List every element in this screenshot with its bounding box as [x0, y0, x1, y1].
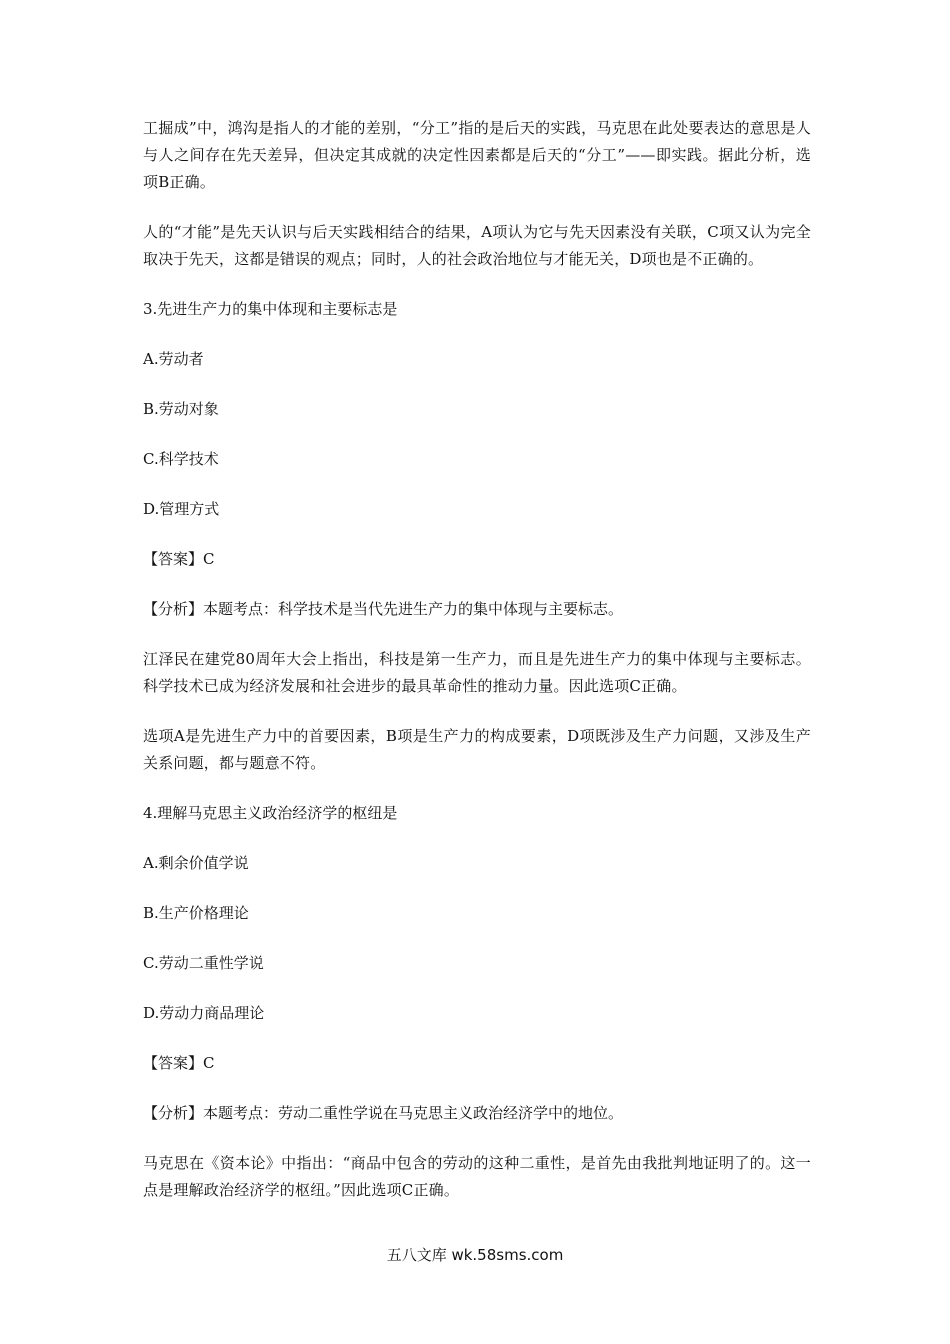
question-3-option-d: D.管理方式: [143, 500, 220, 518]
question-4-answer: 【答案】C: [143, 1054, 215, 1072]
question-3-analysis: 【分析】本题考点：科学技术是当代先进生产力的集中体现与主要标志。: [143, 600, 624, 618]
page-footer: 五八文库 wk.58sms.com: [386, 1246, 564, 1264]
continuation-paragraph: 工掘成”中，鸿沟是指人的才能的差别，“分工”指的是后天的实践，马克思在此处要表达的意思是人与人之间存在先天差异，但决定其成就的决定性因素都是后天的“分工”——即实践。据此分析，选项B正确。: [143, 119, 811, 191]
question-4-analysis: 【分析】本题考点：劳动二重性学说在马克思主义政治经济学中的地位。: [143, 1104, 624, 1122]
question-4-explanation-1: 马克思在《资本论》中指出：“商品中包含的劳动的这种二重性，是首先由我批判地证明了的。这一点是理解政治经济学的枢纽。”因此选项C正确。: [143, 1154, 811, 1199]
question-3-option-b: B.劳动对象: [143, 400, 219, 418]
document-content: [143, 115, 811, 1227]
question-4-title: 4.理解马克思主义政治经济学的枢纽是: [143, 804, 398, 822]
question-4-option-d: D.劳动力商品理论: [143, 1004, 265, 1022]
explanation-paragraph: 人的“才能”是先天认识与后天实践相结合的结果，A项认为它与先天因素没有关联，C项又认为完全取决于先天，这都是错误的观点；同时，人的社会政治地位与才能无关，D项也是不正确的。: [143, 223, 811, 268]
question-3-explanation-1: 江泽民在建党80周年大会上指出，科技是第一生产力，而且是先进生产力的集中体现与主要标志。科学技术已成为经济发展和社会进步的最具革命性的推动力量。因此选项C正确。: [143, 650, 811, 695]
question-3-option-a: A.劳动者: [143, 350, 204, 368]
question-3-answer: 【答案】C: [143, 550, 215, 568]
question-3-explanation-2: 选项A是先进生产力中的首要因素，B项是生产力的构成要素，D项既涉及生产力问题，又涉及生产关系问题，都与题意不符。: [143, 727, 811, 772]
question-4-option-c: C.劳动二重性学说: [143, 954, 264, 972]
question-4-option-b: B.生产价格理论: [143, 904, 249, 922]
question-4-option-a: A.剩余价值学说: [143, 854, 249, 872]
question-3-option-c: C.科学技术: [143, 450, 219, 468]
question-3-title: 3.先进生产力的集中体现和主要标志是: [143, 300, 398, 318]
